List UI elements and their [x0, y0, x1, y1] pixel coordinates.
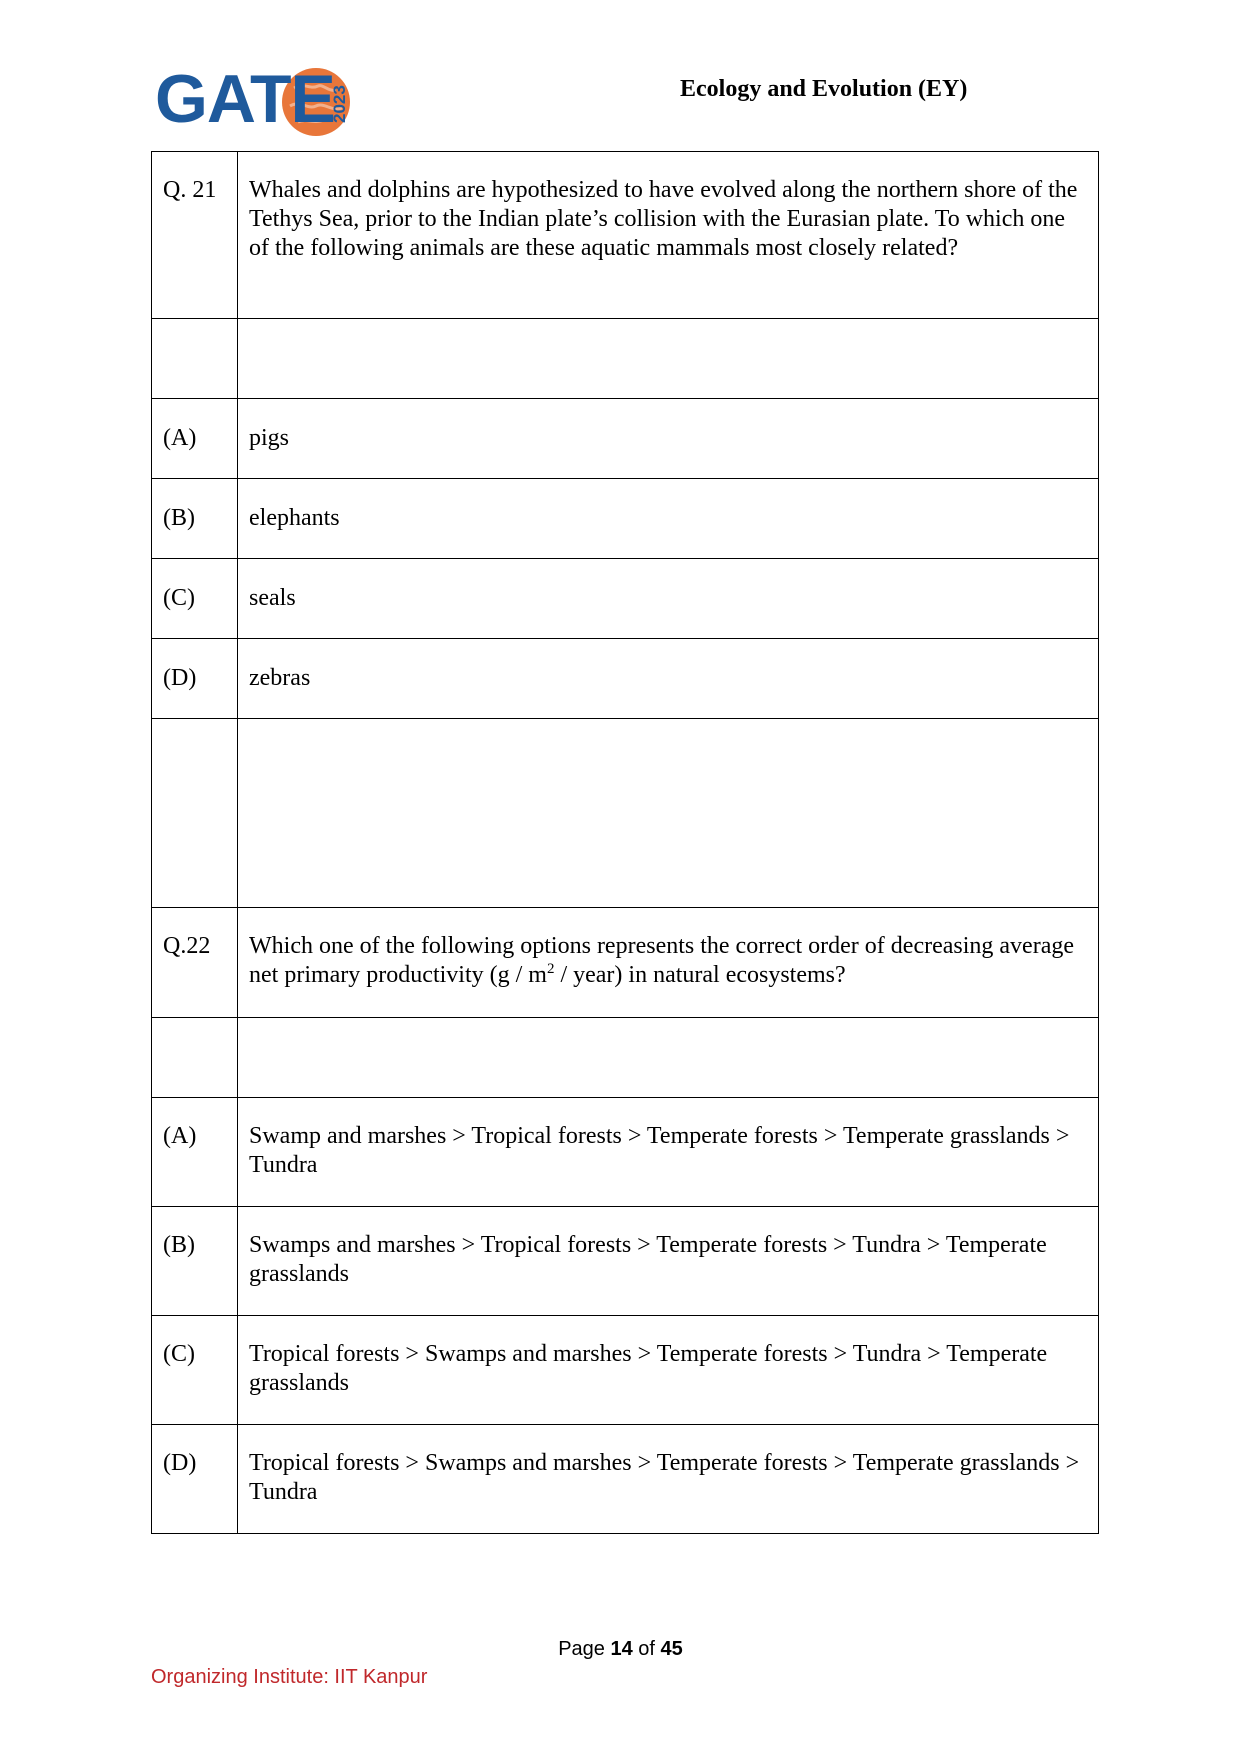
option-text: zebras — [238, 639, 1099, 719]
option-row — [152, 399, 1099, 479]
organizing-institute: Organizing Institute: IIT Kanpur — [151, 1666, 428, 1688]
gate-logo — [155, 58, 365, 140]
option-text: seals — [238, 559, 1099, 639]
option-text: Swamp and marshes > Tropical forests > Temperate forests > Temperate grasslands > Tundra — [238, 1098, 1099, 1207]
question-row — [152, 152, 1099, 319]
option-label: (B) — [152, 479, 238, 559]
question-number: Q.22 — [152, 908, 238, 1018]
option-row — [152, 639, 1099, 719]
option-text: pigs — [238, 399, 1099, 479]
option-label: (D) — [152, 639, 238, 719]
option-row — [152, 479, 1099, 559]
question-row — [152, 908, 1099, 1018]
logo-year: 2023 — [330, 85, 349, 123]
option-label: (B) — [152, 1207, 238, 1316]
option-row — [152, 1425, 1099, 1534]
blank-row — [152, 1018, 1099, 1098]
page-title: Ecology and Evolution (EY) — [680, 76, 968, 102]
option-label: (A) — [152, 399, 238, 479]
blank-row — [152, 719, 1099, 908]
option-label: (D) — [152, 1425, 238, 1534]
option-row — [152, 559, 1099, 639]
option-row — [152, 1207, 1099, 1316]
question-text: Which one of the following options represents the correct order of decreasing average net primary productivity ($g / m^2$ / year) in natural ecosystems? — [238, 908, 1099, 1018]
option-row — [152, 1316, 1099, 1425]
option-row — [152, 1098, 1099, 1207]
option-text: Tropical forests > Swamps and marshes > Temperate forests > Temperate grasslands > Tundra — [238, 1425, 1099, 1534]
question-number: Q. 21 — [152, 152, 238, 319]
question-21-table — [151, 151, 1099, 1534]
option-label: (A) — [152, 1098, 238, 1207]
option-text: Swamps and marshes > Tropical forests > Temperate forests > Tundra > Temperate grasslands — [238, 1207, 1099, 1316]
option-label: (C) — [152, 559, 238, 639]
option-text: Tropical forests > Swamps and marshes > Temperate forests > Tundra > Temperate grasslands — [238, 1316, 1099, 1425]
question-text: Whales and dolphins are hypothesized to have evolved along the northern shore of the Tethys Sea, prior to the Indian plate’s collision with the Eurasian plate. To which one of the following animals are these aquatic mammals most closely related? — [238, 152, 1099, 319]
page-number: Page 14 of 45 — [558, 1638, 683, 1660]
blank-row — [152, 319, 1099, 399]
logo-text: GATE — [155, 61, 335, 137]
option-text: elephants — [238, 479, 1099, 559]
option-label: (C) — [152, 1316, 238, 1425]
